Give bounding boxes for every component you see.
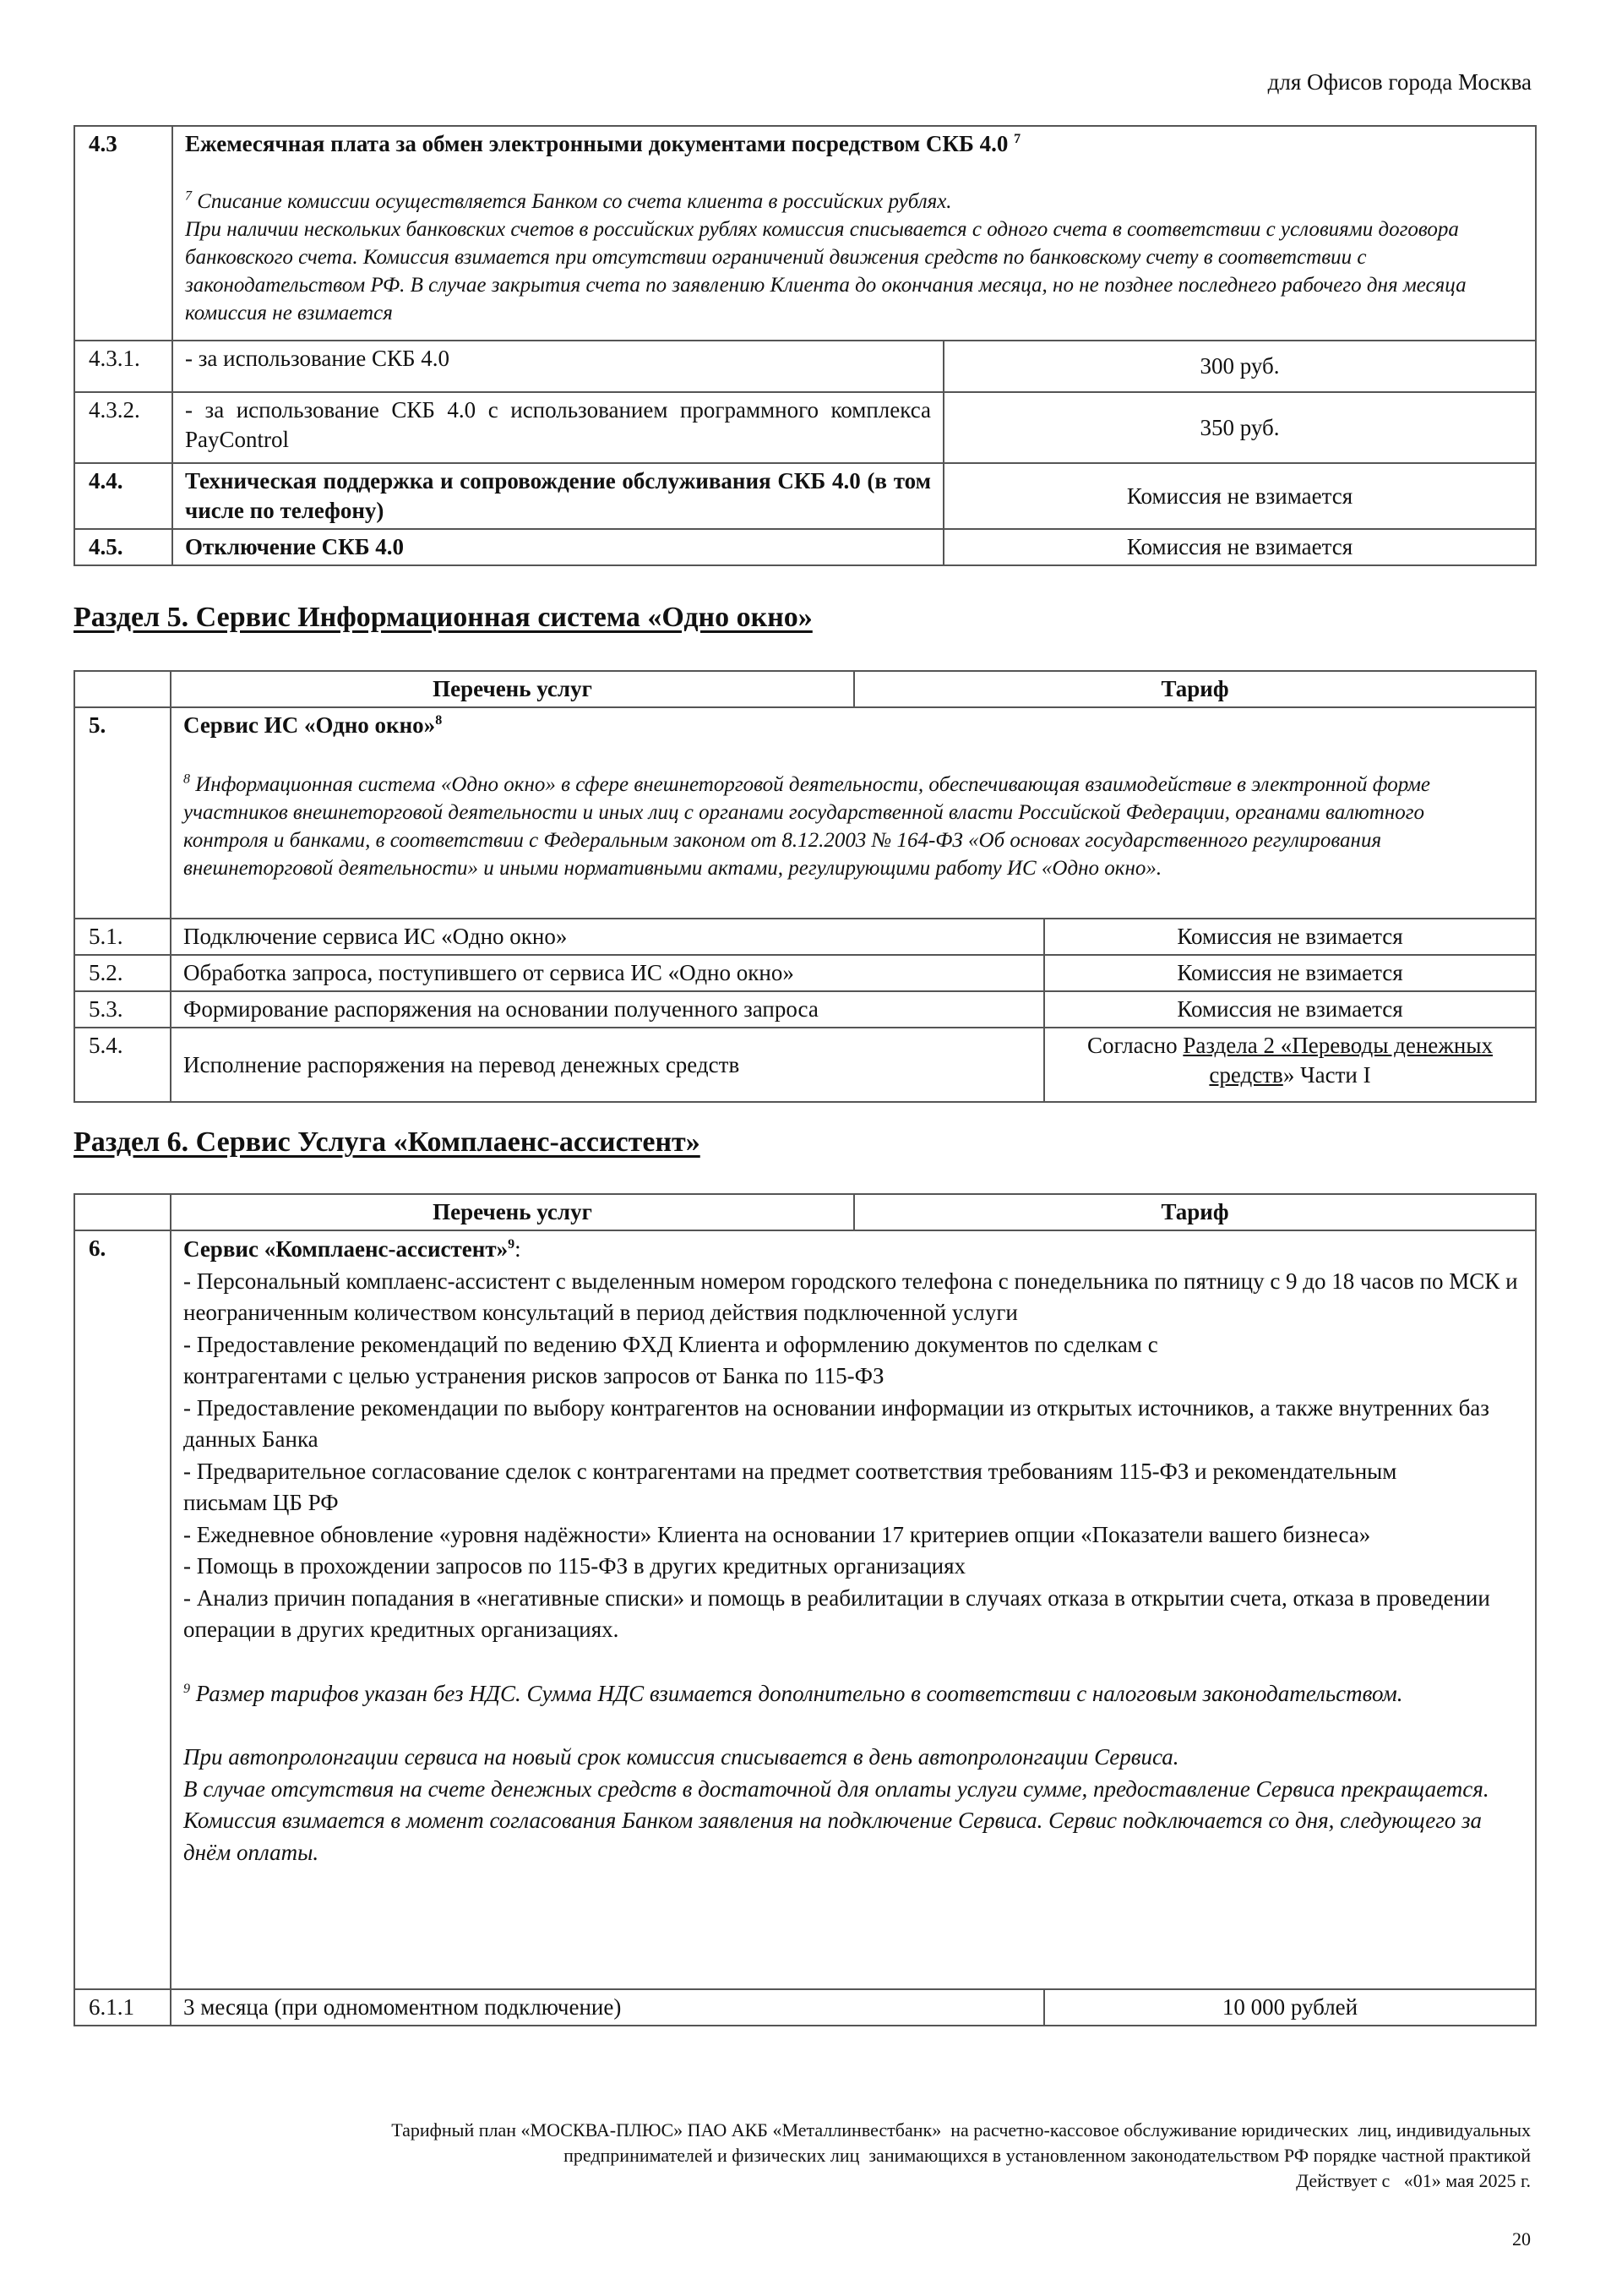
feature-item: - Анализ причин попадания в «негативные списки» и помощь в реабилитации в случаях отказа в открытии счета, отказа в проведении операции в других кредитных организациях. — [183, 1584, 1490, 1642]
note-autoprolongation: При автопролонгации сервиса на новый срок комиссия списывается в день автопролонгации Сервиса. — [183, 1744, 1179, 1770]
feature-item: - Ежедневное обновление «уровня надёжности» Клиента на основании 17 критериев опции «Показатели вашего бизнеса» — [183, 1521, 1371, 1547]
service-cell: Формирование распоряжения на основании полученного запроса — [171, 991, 1044, 1028]
row-number: 5.4. — [74, 1028, 171, 1102]
section-5-title: Раздел 5. Сервис Информационная система «Одно окно» — [73, 602, 813, 633]
header-tariff: Тариф — [854, 1194, 1536, 1230]
service-cell: Исполнение распоряжения на перевод денежных средств — [171, 1028, 1044, 1102]
table-header-row — [74, 671, 1536, 707]
row-number: 5.1. — [74, 919, 171, 955]
table-row — [74, 392, 1536, 463]
service-cell: 3 месяца (при одномоментном подключение) — [171, 1989, 1044, 2026]
service-title: Сервис ИС «Одно окно»$^8$ — [183, 712, 443, 738]
header-tariff: Тариф — [854, 671, 1536, 707]
page-header: для Офисов города Москва — [1267, 69, 1532, 95]
table-row — [74, 1989, 1536, 2026]
footnote-details: При наличии нескольких банковских счетов в российских рублях комиссия списывается с одного счета в соответствии с условиями договора банковского счета. Комиссия взимается при отсутствии ограничений движения средств по банковскому счету в соответствии с законодательством РФ. В случае закрытия счета по заявлению Клиента до окончания месяца, но не позднее последнего рабочего дня месяца комиссия не взимается — [185, 218, 1467, 324]
header-services: Перечень услуг — [171, 1194, 854, 1230]
table-row — [74, 991, 1536, 1028]
footnote: $^9$ Размер тарифов указан без НДС. Сумма НДС взимается дополнительно в соответствии с налоговым законодательством. — [183, 1680, 1403, 1706]
service-cell — [172, 126, 1536, 341]
service-cell: Отключение СКБ 4.0 — [172, 529, 944, 565]
feature-item: - Помощь в прохождении запросов по 115-ФЗ в других кредитных организациях — [183, 1553, 966, 1579]
tariff-cell: Комиссия не взимается — [1044, 919, 1536, 955]
row-number: 6. — [74, 1230, 171, 1989]
row-number: 4.3.1. — [74, 341, 172, 392]
table-row — [74, 1230, 1536, 1989]
service-title: Сервис «Комплаенс-ассистент»$^9$: — [183, 1236, 521, 1262]
service-cell — [171, 1230, 1536, 1989]
tariff-cell: 300 руб. — [944, 341, 1536, 392]
tariff-cell: Согласно Раздела 2 «Переводы денежных средств» Части I — [1044, 1028, 1536, 1102]
table-row — [74, 463, 1536, 529]
row-number: 5.2. — [74, 955, 171, 991]
table-row — [74, 955, 1536, 991]
footnote: $^8$ Информационная система «Одно окно» в сфере внешнеторговой деятельности, обеспечивающая взаимодействие в электронной форме участников внешнеторговой деятельности и иных лиц с органами государственной власти Российской Федерации, органами валютного контроля и банками, в соответствии с Федеральным законом от 8.12.2003 № 164-ФЗ «Об основах государственного регулирования внешнеторговой деятельности» и иными нормативными актами, регулирующими работу ИС «Одно окно». — [183, 772, 1430, 880]
tariff-cell: Комиссия не взимается — [1044, 955, 1536, 991]
skb-tariff-table — [73, 125, 1537, 566]
section-2-transfers-link[interactable]: Раздела 2 «Переводы денежных средств — [1183, 1033, 1493, 1088]
section-6-title: Раздел 6. Сервис Услуга «Комплаенс-ассистент» — [73, 1126, 700, 1158]
footer-effective-date: Действует с «01» мая 2025 г. — [1296, 2170, 1531, 2191]
service-cell: Подключение сервиса ИС «Одно окно» — [171, 919, 1044, 955]
footer — [391, 2118, 1531, 2194]
tariff-cell: Комиссия не взимается — [944, 529, 1536, 565]
table-row — [74, 919, 1536, 955]
table-row — [74, 1028, 1536, 1102]
one-window-tariff-table — [73, 670, 1537, 1103]
footnote: $^7$ Списание комиссии осуществляется Банком со счета клиента в российских рублях. — [185, 188, 952, 213]
row-number: 4.3 — [74, 126, 172, 341]
feature-item: - Предоставление рекомендации по выбору контрагентов на основании информации из открытых источников, а также внутренних баз данных Банка — [183, 1394, 1489, 1452]
feature-item: - Персональный комплаенс-ассистент с выделенным номером городского телефона с понедельника по пятницу с 9 до 18 часов по МСК и неограниченным количеством консультаций в период действия подключенной услуги — [183, 1268, 1518, 1325]
service-cell: Обработка запроса, поступившего от сервиса ИС «Одно окно» — [171, 955, 1044, 991]
tariff-cell: 10 000 рублей — [1044, 1989, 1536, 2026]
note-insufficient-funds: В случае отсутствия на счете денежных средств в достаточной для оплаты услуги сумме, предоставление Сервиса прекращается. — [183, 1775, 1489, 1802]
table-header-row — [74, 1194, 1536, 1230]
row-number: 4.4. — [74, 463, 172, 529]
note-commission-timing: Комиссия взимается в момент согласования Банком заявления на подключение Сервиса. Сервис подключается со дня, следующего за днём оплаты. — [183, 1808, 1483, 1865]
row-number: 4.5. — [74, 529, 172, 565]
compliance-assistant-tariff-table — [73, 1193, 1537, 2026]
service-cell: Техническая поддержка и сопровождение обслуживания СКБ 4.0 (в том числе по телефону) — [172, 463, 944, 529]
row-number: 4.3.2. — [74, 392, 172, 463]
row-number: 5. — [74, 707, 171, 919]
footer-line: предпринимателей и физических лиц занимающихся в установленном законодательством РФ порядке частной практикой — [563, 2145, 1531, 2166]
service-title: Ежемесячная плата за обмен электронными документами посредством СКБ 4.0 $^7$ — [185, 131, 1021, 156]
feature-item: - Предварительное согласование сделок с контрагентами на предмет соответствия требованиям 115-ФЗ и рекомендательным письмам ЦБ РФ — [183, 1458, 1397, 1515]
service-cell: - за использование СКБ 4.0 с использованием программного комплекса PayControl — [172, 392, 944, 463]
header-services: Перечень услуг — [171, 671, 854, 707]
table-row — [74, 126, 1536, 341]
service-cell: - за использование СКБ 4.0 — [172, 341, 944, 392]
table-row — [74, 529, 1536, 565]
table-row — [74, 707, 1536, 919]
row-number: 6.1.1 — [74, 1989, 171, 2026]
tariff-cell: Комиссия не взимается — [944, 463, 1536, 529]
footer-line: Тарифный план «МОСКВА-ПЛЮС» ПАО АКБ «Металлинвестбанк» на расчетно-кассовое обслуживание юридических лиц, индивидуальных — [391, 2119, 1531, 2141]
service-cell — [171, 707, 1536, 919]
row-number: 5.3. — [74, 991, 171, 1028]
tariff-cell: 350 руб. — [944, 392, 1536, 463]
tariff-cell: Комиссия не взимается — [1044, 991, 1536, 1028]
feature-item: - Предоставление рекомендаций по ведению ФХД Клиента и оформлению документов по сделкам с контрагентами с целью устранения рисков запросов от Банка по 115-ФЗ — [183, 1331, 1158, 1388]
table-row — [74, 341, 1536, 392]
page-number: 20 — [1512, 2228, 1531, 2250]
